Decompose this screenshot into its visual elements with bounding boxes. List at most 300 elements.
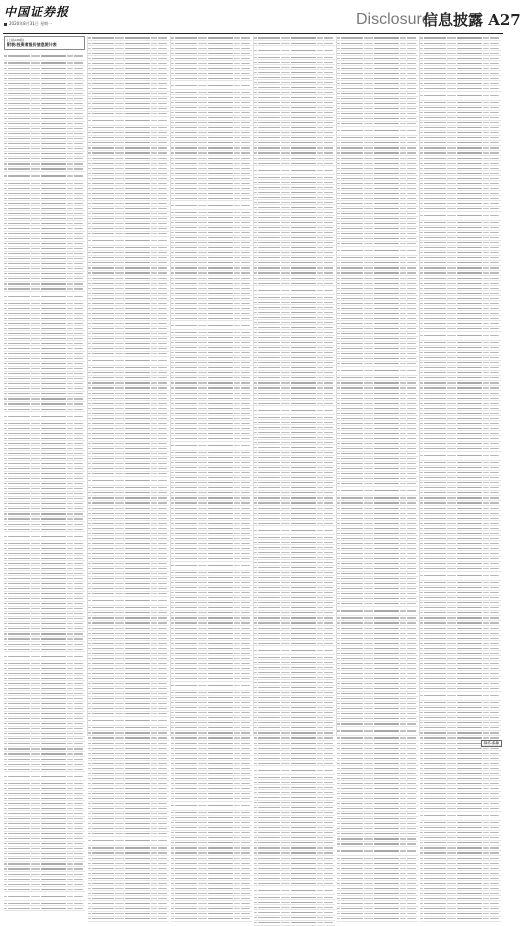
table-cell bbox=[208, 673, 233, 674]
table-cell bbox=[317, 427, 323, 428]
table-cell bbox=[337, 83, 340, 84]
table-cell bbox=[115, 178, 124, 179]
table-cell bbox=[158, 428, 167, 429]
table-cell bbox=[8, 823, 30, 824]
table-cell bbox=[115, 308, 124, 309]
table-cell bbox=[158, 538, 167, 539]
table-cell bbox=[208, 565, 233, 566]
table-cell bbox=[291, 497, 316, 498]
table-cell bbox=[115, 663, 124, 664]
table-cell bbox=[324, 170, 333, 171]
table-cell bbox=[74, 283, 83, 284]
table-cell bbox=[400, 123, 406, 124]
table-cell bbox=[74, 198, 83, 199]
table-cell bbox=[8, 368, 30, 369]
table-cell bbox=[92, 773, 114, 774]
table-cell bbox=[374, 37, 399, 38]
table-cell bbox=[407, 78, 416, 79]
table-cell bbox=[171, 692, 174, 693]
table-cell bbox=[198, 628, 207, 629]
table-cell bbox=[291, 147, 316, 148]
table-cell bbox=[125, 653, 150, 654]
table-cell bbox=[74, 333, 83, 334]
table-cell bbox=[115, 48, 124, 49]
table-cell bbox=[125, 448, 150, 449]
table-cell bbox=[171, 232, 174, 233]
table-cell bbox=[198, 58, 207, 59]
table-cell bbox=[125, 323, 150, 324]
table-cell bbox=[4, 433, 7, 434]
table-cell bbox=[171, 278, 174, 279]
table-cell bbox=[74, 568, 83, 569]
table-cell bbox=[175, 122, 197, 123]
table-cell bbox=[175, 112, 197, 113]
table-cell bbox=[41, 153, 66, 154]
table-cell bbox=[241, 193, 250, 194]
table-cell bbox=[88, 508, 91, 509]
table-cell bbox=[125, 863, 150, 864]
table-cell bbox=[151, 833, 157, 834]
table-cell bbox=[67, 803, 73, 804]
table-cell bbox=[158, 612, 167, 613]
table-cell bbox=[41, 884, 66, 885]
table-cell bbox=[4, 308, 7, 309]
table-cell bbox=[208, 237, 233, 238]
table-cell bbox=[171, 883, 174, 884]
table-cell bbox=[151, 372, 157, 373]
table-cell bbox=[92, 753, 114, 754]
table-cell bbox=[317, 312, 323, 313]
table-cell bbox=[341, 78, 363, 79]
table-cell bbox=[115, 898, 124, 899]
table-cell bbox=[175, 102, 197, 103]
table-cell bbox=[234, 827, 240, 828]
table-cell bbox=[291, 422, 316, 423]
table-cell bbox=[234, 283, 240, 284]
table-cell bbox=[151, 583, 157, 584]
table-cell bbox=[258, 62, 280, 63]
table-cell bbox=[258, 537, 280, 538]
table-cell bbox=[151, 908, 157, 909]
table-cell bbox=[171, 737, 174, 738]
table-cell bbox=[324, 57, 333, 58]
table-cell bbox=[241, 798, 250, 799]
table-cell bbox=[115, 463, 124, 464]
table-cell bbox=[258, 417, 280, 418]
table-cell bbox=[234, 685, 240, 686]
table-cell bbox=[74, 788, 83, 789]
table-cell bbox=[92, 132, 114, 133]
table-cell bbox=[158, 267, 167, 268]
table-cell bbox=[341, 63, 363, 64]
table-cell bbox=[74, 748, 83, 749]
table-cell bbox=[234, 878, 240, 879]
table-cell bbox=[31, 243, 40, 244]
table-cell bbox=[198, 357, 207, 358]
table-cell bbox=[88, 463, 91, 464]
table-cell bbox=[241, 132, 250, 133]
table-cell bbox=[317, 597, 323, 598]
table-cell bbox=[4, 853, 7, 854]
table-cell bbox=[258, 502, 280, 503]
table-cell bbox=[115, 913, 124, 914]
table-rows bbox=[254, 36, 335, 926]
table-cell bbox=[88, 888, 91, 889]
table-cell bbox=[74, 433, 83, 434]
table-cell bbox=[324, 262, 333, 263]
table-cell bbox=[241, 398, 250, 399]
table-cell bbox=[115, 318, 124, 319]
table-cell bbox=[281, 410, 290, 411]
table-cell bbox=[158, 468, 167, 469]
table-cell bbox=[281, 682, 290, 683]
table-cell bbox=[324, 817, 333, 818]
table-cell bbox=[115, 247, 124, 248]
table-cell bbox=[115, 120, 124, 121]
table-cell bbox=[171, 342, 174, 343]
table-cell bbox=[158, 563, 167, 564]
table-cell bbox=[234, 873, 240, 874]
table-cell bbox=[4, 478, 7, 479]
table-cell bbox=[400, 53, 406, 54]
table-cell bbox=[171, 893, 174, 894]
table-cell bbox=[324, 278, 333, 279]
table-cell bbox=[31, 783, 40, 784]
table-cell bbox=[241, 117, 250, 118]
table-cell bbox=[88, 748, 91, 749]
table-cell bbox=[291, 57, 316, 58]
table-cell bbox=[88, 638, 91, 639]
table-cell bbox=[151, 233, 157, 234]
table-cell bbox=[92, 223, 114, 224]
table-cell bbox=[281, 242, 290, 243]
table-cell bbox=[291, 907, 316, 908]
table-cell bbox=[374, 78, 399, 79]
table-cell bbox=[317, 837, 323, 838]
table-cell bbox=[31, 363, 40, 364]
table-cell bbox=[8, 818, 30, 819]
table-cell bbox=[317, 612, 323, 613]
table-cell bbox=[281, 807, 290, 808]
table-row bbox=[88, 237, 169, 246]
table-cell bbox=[115, 152, 124, 153]
table-cell bbox=[158, 763, 167, 764]
table-cell bbox=[175, 673, 197, 674]
table-cell bbox=[254, 257, 257, 258]
table-cell bbox=[254, 482, 257, 483]
table-cell bbox=[125, 622, 150, 623]
table-cell bbox=[317, 863, 323, 864]
table-cell bbox=[198, 445, 207, 446]
table-cell bbox=[364, 223, 373, 224]
table-cell bbox=[88, 213, 91, 214]
table-cell bbox=[258, 37, 280, 38]
table-cell bbox=[258, 650, 280, 651]
table-cell bbox=[407, 173, 416, 174]
table-cell bbox=[125, 360, 150, 361]
table-cell bbox=[258, 278, 280, 279]
table-cell bbox=[41, 258, 66, 259]
table-cell bbox=[258, 327, 280, 328]
table-cell bbox=[324, 127, 333, 128]
table-cell bbox=[364, 178, 373, 179]
table-cell bbox=[151, 203, 157, 204]
table-cell bbox=[198, 878, 207, 879]
table-cell bbox=[241, 842, 250, 843]
table-cell bbox=[281, 617, 290, 618]
table-cell bbox=[8, 613, 30, 614]
table-cell bbox=[241, 513, 250, 514]
table-cell bbox=[208, 97, 233, 98]
table-cell bbox=[171, 58, 174, 59]
table-cell bbox=[151, 878, 157, 879]
table-cell bbox=[324, 457, 333, 458]
table-row bbox=[254, 526, 335, 535]
table-cell bbox=[92, 318, 114, 319]
table-cell bbox=[4, 493, 7, 494]
table-cell bbox=[208, 643, 233, 644]
table-cell bbox=[158, 713, 167, 714]
table-cell bbox=[324, 132, 333, 133]
table-cell bbox=[198, 132, 207, 133]
table-cell bbox=[41, 138, 66, 139]
table-cell bbox=[198, 298, 207, 299]
table-cell bbox=[115, 607, 124, 608]
table-cell bbox=[67, 473, 73, 474]
table-cell bbox=[281, 107, 290, 108]
table-cell bbox=[8, 588, 30, 589]
table-cell bbox=[374, 223, 399, 224]
table-cell bbox=[291, 62, 316, 63]
table-cell bbox=[324, 92, 333, 93]
table-cell bbox=[74, 863, 83, 864]
table-cell bbox=[341, 113, 363, 114]
table-cell bbox=[88, 538, 91, 539]
table-cell bbox=[291, 822, 316, 823]
table-cell bbox=[41, 828, 66, 829]
table-cell bbox=[208, 423, 233, 424]
table-cell bbox=[125, 333, 150, 334]
table-cell bbox=[4, 428, 7, 429]
table-cell bbox=[8, 838, 30, 839]
table-cell bbox=[175, 198, 197, 199]
table-cell bbox=[41, 798, 66, 799]
table-cell bbox=[281, 197, 290, 198]
table-cell bbox=[171, 168, 174, 169]
table-cell bbox=[317, 398, 323, 399]
table-cell bbox=[175, 918, 197, 919]
table-cell bbox=[115, 88, 124, 89]
table-cell bbox=[254, 782, 257, 783]
table-cell bbox=[208, 193, 233, 194]
table-cell bbox=[158, 480, 167, 481]
table-cell bbox=[171, 117, 174, 118]
table-cell bbox=[337, 53, 340, 54]
table-cell bbox=[291, 717, 316, 718]
table-cell bbox=[254, 832, 257, 833]
table-cell bbox=[291, 587, 316, 588]
table-cell bbox=[254, 87, 257, 88]
table-cell bbox=[31, 308, 40, 309]
table-cell bbox=[291, 187, 316, 188]
table-cell bbox=[151, 163, 157, 164]
table-cell bbox=[175, 893, 197, 894]
table-cell bbox=[258, 572, 280, 573]
table-cell bbox=[8, 193, 30, 194]
table-cell bbox=[74, 843, 83, 844]
table-cell bbox=[324, 37, 333, 38]
table-cell bbox=[151, 898, 157, 899]
table-cell bbox=[74, 303, 83, 304]
table-cell bbox=[171, 68, 174, 69]
table-cell bbox=[158, 543, 167, 544]
table-cell bbox=[88, 120, 91, 121]
table-cell bbox=[317, 687, 323, 688]
table-cell bbox=[4, 128, 7, 129]
table-cell bbox=[317, 227, 323, 228]
table-cell bbox=[158, 433, 167, 434]
table-cell bbox=[208, 462, 233, 463]
table-cell bbox=[341, 83, 363, 84]
table-cell bbox=[67, 783, 73, 784]
table-cell bbox=[158, 913, 167, 914]
table-cell bbox=[241, 92, 250, 93]
table-cell bbox=[125, 377, 150, 378]
table-cell bbox=[258, 518, 280, 519]
table-cell bbox=[208, 492, 233, 493]
table-cell bbox=[198, 648, 207, 649]
table-cell bbox=[41, 903, 66, 904]
table-cell bbox=[234, 183, 240, 184]
table-cell bbox=[92, 468, 114, 469]
table-cell bbox=[92, 693, 114, 694]
table-cell bbox=[198, 543, 207, 544]
table-cell bbox=[158, 753, 167, 754]
table-cell bbox=[8, 296, 30, 297]
table-cell bbox=[92, 408, 114, 409]
table-cell bbox=[241, 332, 250, 333]
table-cell bbox=[374, 123, 399, 124]
table-cell bbox=[258, 142, 280, 143]
table-cell bbox=[291, 347, 316, 348]
table-cell bbox=[241, 217, 250, 218]
table-cell bbox=[31, 828, 40, 829]
table-cell bbox=[208, 232, 233, 233]
table-cell bbox=[258, 97, 280, 98]
table-cell bbox=[175, 732, 197, 733]
table-cell bbox=[74, 238, 83, 239]
table-cell bbox=[241, 847, 250, 848]
table-cell bbox=[241, 492, 250, 493]
table-cell bbox=[41, 343, 66, 344]
table-cell bbox=[125, 638, 150, 639]
table-cell bbox=[171, 142, 174, 143]
table-cell bbox=[198, 408, 207, 409]
table-cell bbox=[125, 168, 150, 169]
table-cell bbox=[8, 403, 30, 404]
table-cell bbox=[74, 468, 83, 469]
table-cell bbox=[125, 473, 150, 474]
table-cell bbox=[281, 222, 290, 223]
table-cell bbox=[317, 753, 323, 754]
table-cell bbox=[258, 633, 280, 634]
table-column-4 bbox=[253, 36, 335, 736]
table-cell bbox=[241, 788, 250, 789]
table-cell bbox=[234, 497, 240, 498]
table-cell bbox=[171, 592, 174, 593]
table-cell bbox=[4, 583, 7, 584]
table-cell bbox=[74, 438, 83, 439]
table-cell bbox=[67, 343, 73, 344]
table-cell bbox=[158, 758, 167, 759]
table-cell bbox=[115, 808, 124, 809]
table-cell bbox=[317, 417, 323, 418]
table-cell bbox=[324, 147, 333, 148]
table-cell bbox=[291, 922, 316, 923]
table-cell bbox=[31, 818, 40, 819]
table-cell bbox=[4, 543, 7, 544]
table-cell bbox=[4, 738, 7, 739]
table-cell bbox=[74, 423, 83, 424]
table-cell bbox=[4, 358, 7, 359]
table-cell bbox=[175, 883, 197, 884]
table-cell bbox=[88, 163, 91, 164]
table-cell bbox=[67, 428, 73, 429]
table-cell bbox=[364, 193, 373, 194]
table-cell bbox=[74, 273, 83, 274]
table-cell bbox=[241, 548, 250, 549]
table-cell bbox=[92, 198, 114, 199]
table-cell bbox=[208, 288, 233, 289]
table-cell bbox=[125, 423, 150, 424]
table-cell bbox=[158, 793, 167, 794]
table-cell bbox=[171, 332, 174, 333]
table-cell bbox=[88, 612, 91, 613]
table-cell bbox=[151, 713, 157, 714]
table-cell bbox=[41, 388, 66, 389]
table-cell bbox=[171, 918, 174, 919]
table-cell bbox=[175, 868, 197, 869]
table-cell bbox=[317, 592, 323, 593]
table-cell bbox=[115, 98, 124, 99]
table-cell bbox=[234, 918, 240, 919]
table-cell bbox=[158, 413, 167, 414]
table-cell bbox=[324, 622, 333, 623]
table-cell bbox=[74, 668, 83, 669]
table-cell bbox=[151, 428, 157, 429]
table-cell bbox=[407, 93, 416, 94]
table-cell bbox=[324, 732, 333, 733]
table-cell bbox=[258, 562, 280, 563]
table-cell bbox=[254, 410, 257, 411]
table-cell bbox=[291, 687, 316, 688]
table-cell bbox=[158, 158, 167, 159]
table-cell bbox=[254, 227, 257, 228]
table-cell bbox=[151, 573, 157, 574]
table-cell bbox=[125, 758, 150, 759]
table-cell bbox=[41, 874, 66, 875]
table-cell bbox=[158, 840, 167, 841]
table-cell bbox=[8, 853, 30, 854]
table-cell bbox=[8, 803, 30, 804]
table-cell bbox=[115, 283, 124, 284]
table-cell bbox=[67, 733, 73, 734]
table-cell bbox=[92, 338, 114, 339]
table-cell bbox=[198, 227, 207, 228]
table-cell bbox=[281, 827, 290, 828]
table-cell bbox=[234, 267, 240, 268]
table-cell bbox=[158, 673, 167, 674]
